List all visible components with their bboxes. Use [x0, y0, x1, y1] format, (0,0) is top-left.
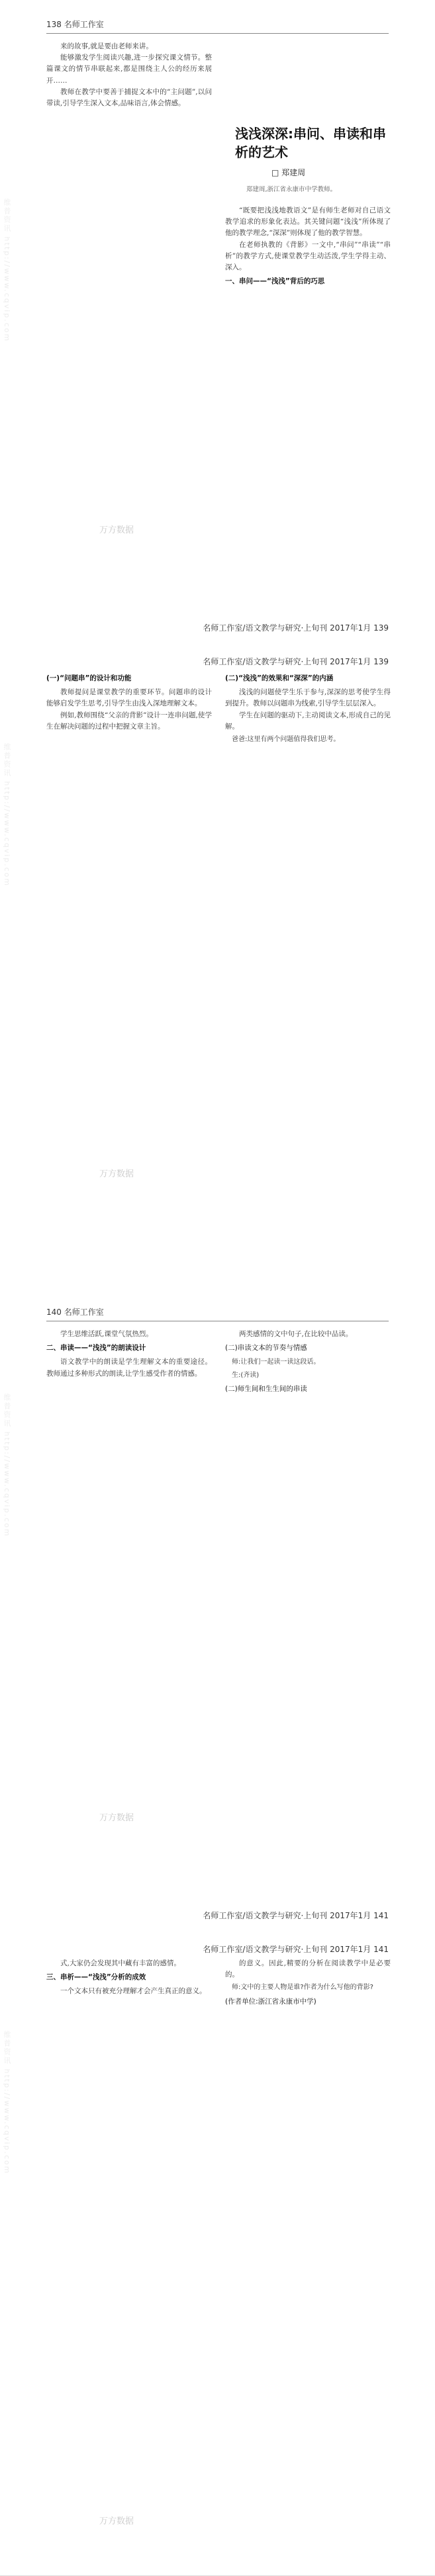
page-3 [0, 1288, 435, 1932]
page-4 [0, 1932, 435, 2576]
column-left [46, 1958, 212, 1998]
paragraph: 一个文本只有被充分理解才会产生真正的意义。 [60, 1987, 207, 1996]
paragraph: 能够激发学生阅读兴趣,进一步探究课文情节。整篇课文的情节串联起来,都是围绕主人公的经历来展开…… [46, 54, 212, 85]
paragraph: “既要把浅浅地教语文”是有师生老师对自己语文教学追求的形象化表达。其关键问题“浅浅”所体现了他的教学理念,“深深”则体现了他的教学智慧。 [225, 206, 391, 238]
column-right [225, 1329, 391, 1398]
vertical-watermark: 维普资讯 http://www.cqvip.com [3, 199, 11, 343]
vertical-watermark: 维普资讯 http://www.cqvip.com [3, 2031, 11, 2175]
page-footer: 名师工作室/语文教学与研究·上旬刊 2017年1月 141 [203, 1945, 389, 1954]
column-right [225, 1958, 391, 2010]
paragraph: 浅浅的问题使学生乐于参与,深深的思考使学生得到提升。教师以问题串为线索,引导学生层层深入。 [225, 688, 391, 708]
article-title: 浅浅深深:串问、串读和串析的艺术 [235, 126, 386, 160]
wanfang-watermark: 万方数据 [99, 2516, 134, 2526]
section-heading: (二)“浅浅”的效果和“深深”的内涵 [225, 674, 334, 682]
paragraph: 式,大家仍会发现其中藏有丰富的感情。 [60, 1959, 181, 1967]
page-footer: 名师工作室/语文教学与研究·上旬刊 2017年1月 139 [203, 657, 389, 666]
vertical-watermark: 维普资讯 http://www.cqvip.com [3, 1394, 11, 1538]
section-heading: 二、串读——“浅浅”的朗读设计 [46, 1344, 146, 1353]
author-unit: (作者单位:浙江省永康市中学) [225, 1997, 316, 2006]
section-heading: (一)“问题串”的设计和功能 [46, 674, 132, 682]
paragraph: 教师提问是课堂教学的重要环节。问题串的设计能够启发学生思考,引导学生由浅入深地理解文本。 [46, 688, 212, 708]
column-left [46, 1329, 212, 1380]
section-heading: 三、串析——“浅浅”分析的成效 [46, 1973, 146, 1982]
paragraph: 在老师执教的《背影》一文中,“串问”“串读”“串析”的教学方式,使课堂教学生动活泼,学生学得主动、深入。 [225, 240, 391, 272]
quote: 生:(齐读) [232, 1371, 260, 1379]
page-2 [0, 644, 435, 1288]
vertical-watermark: 维普资讯 http://www.cqvip.com [3, 743, 11, 887]
subheading: (二)师生间和生生间的串读 [225, 1384, 307, 1393]
page-footer: 名师工作室/语文教学与研究·上旬刊 2017年1月 139 [203, 623, 389, 633]
paragraph: 教师在教学中要善于捕捉文本中的“主问题”,以问带读,引导学生深入文本,品味语言,体会情感。 [46, 87, 212, 108]
paragraph: 来的故事,就是要由老师来讲。 [60, 42, 153, 50]
section-heading: 一、串问——“浅浅”背后的巧思 [225, 277, 325, 286]
column-right [225, 205, 391, 290]
paragraph: 的意义。因此,精要的分析在阅读教学中是必要的。 [225, 1959, 391, 1979]
page-header: 138 名师工作室 [46, 20, 104, 29]
quote: 师:文中的主要人物是谁?作者为什么写他的背影? [232, 1984, 373, 1992]
author: □ 郑建周 [271, 168, 306, 177]
paragraph: 学生思维活跃,课堂气氛热烈。 [60, 1330, 153, 1338]
paragraph: 学生在问题的驱动下,主动阅读文本,形成自己的见解。 [225, 711, 391, 731]
quote: 师:让我们一起读一读这段话。 [232, 1358, 320, 1366]
quote: 爸爸:这里有两个问题值得我们思考。 [232, 736, 340, 744]
wanfang-watermark: 万方数据 [99, 1169, 134, 1179]
wanfang-watermark: 万方数据 [99, 1813, 134, 1823]
column-left [46, 670, 212, 733]
column-left [46, 41, 212, 109]
wanfang-watermark: 万方数据 [99, 525, 134, 535]
subheading: (二)串读文本的节奏与情感 [225, 1344, 307, 1353]
page-header: 140 名师工作室 [46, 1308, 104, 1317]
paragraph: 语文教学中的朗读是学生理解文本的重要途径。教师通过多种形式的朗读,让学生感受作者的情感。 [46, 1358, 212, 1378]
paragraph: 两类感情的文中句子,在比较中品读。 [239, 1330, 353, 1338]
affiliation: 郑建周,浙江省永康市中学教师。 [246, 186, 337, 193]
column-right [225, 670, 391, 746]
page-footer: 名师工作室/语文教学与研究·上旬刊 2017年1月 141 [203, 1911, 389, 1920]
paragraph: 例如,教师围绕“父亲的背影”设计一连串问题,使学生在解决问题的过程中把握文章主旨。 [46, 711, 212, 731]
page-1 [0, 0, 435, 644]
